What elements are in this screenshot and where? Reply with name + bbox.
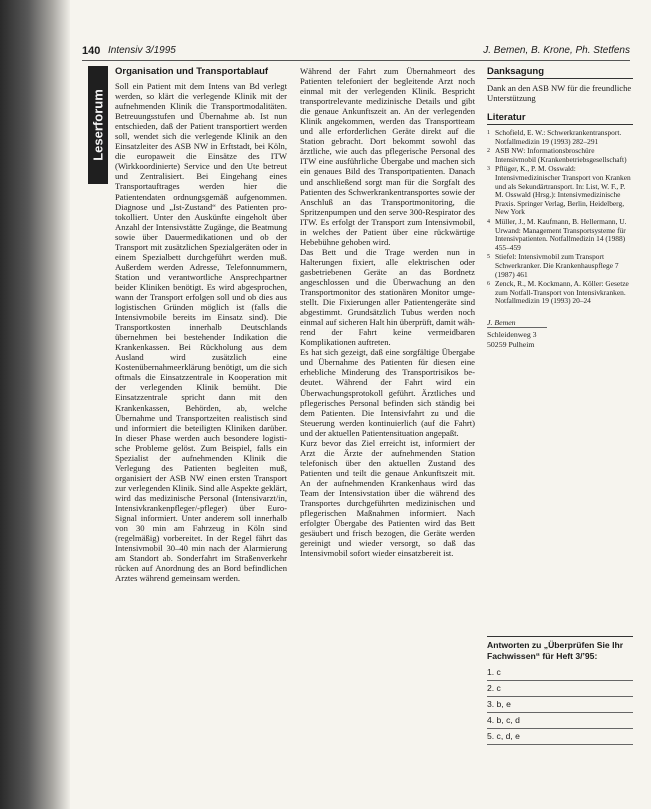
- body-paragraph: Während der Fahrt zum Übernahmeort des Patienten telefoniert der begleitende Arzt noch einmal mit der verlegenden Klinik. Bespricht transportrelevante medizinische Details und gibt die genaue Ankunftszeit an. An der verlegenden Klinik angekommen, werden das Transportteam und alle erforderlichen Geräte direkt auf die Station gebracht. Dort bekommt sowohl das ärztliche, wie auch das pflegerische Personal des ITW eine ausführliche Übergabe und machen sich ein genaues Bild des Transportpatienten. Danach und anschließend sorgt man für die Sorgfalt des Patienten des Schwerkrankentransportes sowie der Anschluß an das Transportmonitoring, die Spritzenpumpen und den serve 300-Respirator des ITW. Es erfolgt der Transport zum Intensivmobil, in welches der Patient über eine rückwärtige Hebebühne gehoben wird.: [300, 66, 475, 247]
- literature-heading: Literatur: [487, 112, 633, 125]
- reference-item: 3 Pflüger, K., P. M. Osswald: Intensivmedizinischer Transport von Kranken und als Sekundärtransport. In: List, W. F., P. M. Osswald (Hrsg.): Intensivmedizinische Praxis. Springer Verlag, Berlin, Heidelberg, New York: [487, 164, 631, 217]
- body-paragraph: Kurz bevor das Ziel erreicht ist, informiert der Arzt die Ärzte der aufnehmenden Station telefonisch über den aktuellen Zustand des Patienten und teilt die genaue Ankunftszeit mit. An der aufnehmenden Krankenhaus wird das Team der Intensivstation über die während des Transportes durchgeführten medizinischen und pflegerischen Maßnahmen informiert. Nach erfolgter Übergabe des Patienten wird das Bett gesäubert und frisch bezogen, die Geräte werden gereinigt und wieder versorgt, so daß das Intensivmobil sofort wieder einsatzbereit ist.: [300, 437, 475, 559]
- reference-item: 5 Stiefel: Intensivmobil zum Transport Schwerkranker. Die Krankenhauspflege 7 (1987) 461: [487, 252, 619, 279]
- answers-heading: Antworten zu „Überprüfen Sie Ihr Fachwissen“ für Heft 3/’95:: [487, 636, 633, 661]
- author-address: [487, 318, 633, 349]
- address-city: 50259 Pulheim: [487, 339, 535, 349]
- reference-item: 6 Zenck, R., M. Kockmann, A. Köller: Gesetze zum Notfall-Transport von Intensivkranken. Notfallmedizin 19 (1993) 20–24: [487, 279, 629, 306]
- column-2: [300, 66, 475, 558]
- body-paragraph: Soll ein Patient mit dem Intens van Bd verlegt werden, so klärt die verlegende Klinik mit der aufnehmenden Klinik die Transportmodalitäten. Betreuungsstufen und Übernahme ab. Ist nun entschieden, daß der Patient transportiert werden soll, wendet sich die verlegende Klinik an den Einsatzleiter des ASB NW in Erftstadt, bei Köln, die europaweit die Einsätze des ITW (Wirkkoordinierte) Service und den Ute betreut und Zentralisiert. Bei Eingehang eines Transportauftrages werden hier die Patientendaten ordnungsgemäß aufgenommen. Diagnose und „Ist-Zustand“ des Patienten protokolliert. Unter den Auskünfte eingeholt über Anzahl der Intensivstätte Zugänge, die Beatmung sowie über Dauermedikationen und ob der Transport mit zusätzlichen Spezialgeräten oder in einem Spezialbett durchgeführt werden muß. Außerdem werden Adresse, Telefonnummern, Station und verantwortliche Ansprechpartner beider Kliniken benötigt. Es wird abgesprochen, wann der Transport erfolgen soll und ob dies aus logistischen Gründen möglich ist (falls die Intensivmobile bereits im Einsatz sind). Die Transportkosten innerhalb Deutschlands übernehmen bei bestehender Indikation die Krankenkassen. Bei Rückholung aus dem Ausland wird zusätzlich eine Kostenübernahmeerklärung benötigt, um die sich oftmals die Einsatzzentrale in Kooperation mit der verlegenden Klinik bemüht. Die Einsatzzentrale spricht dann mit den Krankenkassen, Behörden, ab, welche Übernahme und Transportzeiten realistisch sind und informiert die beteiligten Kliniken darüber. In dieser Phase werden auch besondere logistische Probleme gelöst. Zum Beispiel, falls ein Spezialist der aufnehmenden Klinik die Verlegung des Patienten begleiten muß, organisiert der ASB NW einen ersten Transport zur verlegenden Klinik. Sind alle Aspekte geklärt, wird das medizinische Personal (Intensivarzt/in, Intensivkrankenpfleger/-pfleger) über Euro-Signal informiert. Unter anderem soll innerhalb von 30 min am Fahrzeug in Köln sind (regelmäßig) vorbereitet. In der Regel fährt das Intensivmobil 30–40 min nach der Alarmierung am Standort ab. Sonderfahrt im Straßenverkehr rücken auf Anordnung des an Bord befindlichen Arztes während gemeinsam werden.: [115, 81, 287, 584]
- body-paragraph: Das Bett und die Trage werden nun in Halterungen fixiert, alle elektrischen oder gasbetriebenen Geräte an das Bordnetz angeschlossen und die Überwachung an den Transportmonitor des stationären Monitor umgestellt. Die Fixierungen aller Patientengeräte sind abgestimmt. Grundsätzlich Tubus werden noch einmal auf sicheren Halt hin überprüft, damit während der Fahrt keine vermeidbaren Komplikationen auftreten.: [300, 246, 475, 348]
- header-authors: J. Bemen, B. Krone, Ph. Stetfens: [483, 45, 630, 56]
- column-3: [487, 66, 633, 349]
- reference-item: 4 Müller, J., M. Kaufmann, B. Hellermann, U. Urwand: Management Transportsysteme für Intensivpatienten. Notfallmedizin 14 (1988) 455–459: [487, 216, 627, 252]
- answers-box: [487, 636, 633, 745]
- page-number: 140: [82, 45, 101, 57]
- answer-row: 5. c, d, e: [487, 729, 633, 745]
- reference-list: [487, 129, 633, 306]
- running-header: [82, 44, 630, 61]
- column-1: [115, 66, 287, 583]
- answer-row: 4. b, c, d: [487, 713, 633, 729]
- section-heading-organisation: Organisation und Transportablauf: [115, 66, 269, 77]
- answer-row: 2. c: [487, 681, 633, 697]
- journal-name: Intensiv 3/1995: [108, 45, 176, 56]
- answer-row: 3. b, e: [487, 697, 633, 713]
- body-paragraph: Es hat sich gezeigt, daß eine sorgfältige Übergabe und Übernahme des Patienten für diesen eine erhebliche Minderung des Transportrisikos bedeutet. Während der Fahrt wird ein Überwachungsprotokoll geführt. Ärztliches und pflegerisches Personal befinden sich ständig bei dem Patienten. Die Intensivfahrt zu und die Steuerung werden kontinuierlich (auf die Fahrt) und der aktuellen Patientensituation angepaßt.: [300, 347, 475, 438]
- acknowledgement-heading: Danksagung: [487, 66, 633, 79]
- address-street: Schleidenweg 3: [487, 330, 537, 340]
- section-tab: [88, 66, 108, 184]
- address-name: J. Bemen: [487, 318, 547, 328]
- acknowledgement-text: Dank an den ASB NW für die freundliche Unterstützung: [487, 83, 632, 103]
- book-spine-shadow: [0, 0, 70, 809]
- reference-item: 1 Schofield, E. W.: Schwerkrankentransport. Notfallmedizin 19 (1993) 282–291: [487, 128, 622, 146]
- reference-item: 2 ASB NW: Informationsbroschüre Intensivmobil (Krankenbetriebsgesellschaft): [487, 146, 627, 164]
- section-tab-label: Leserforum: [90, 89, 106, 161]
- answer-row: 1. c: [487, 665, 633, 681]
